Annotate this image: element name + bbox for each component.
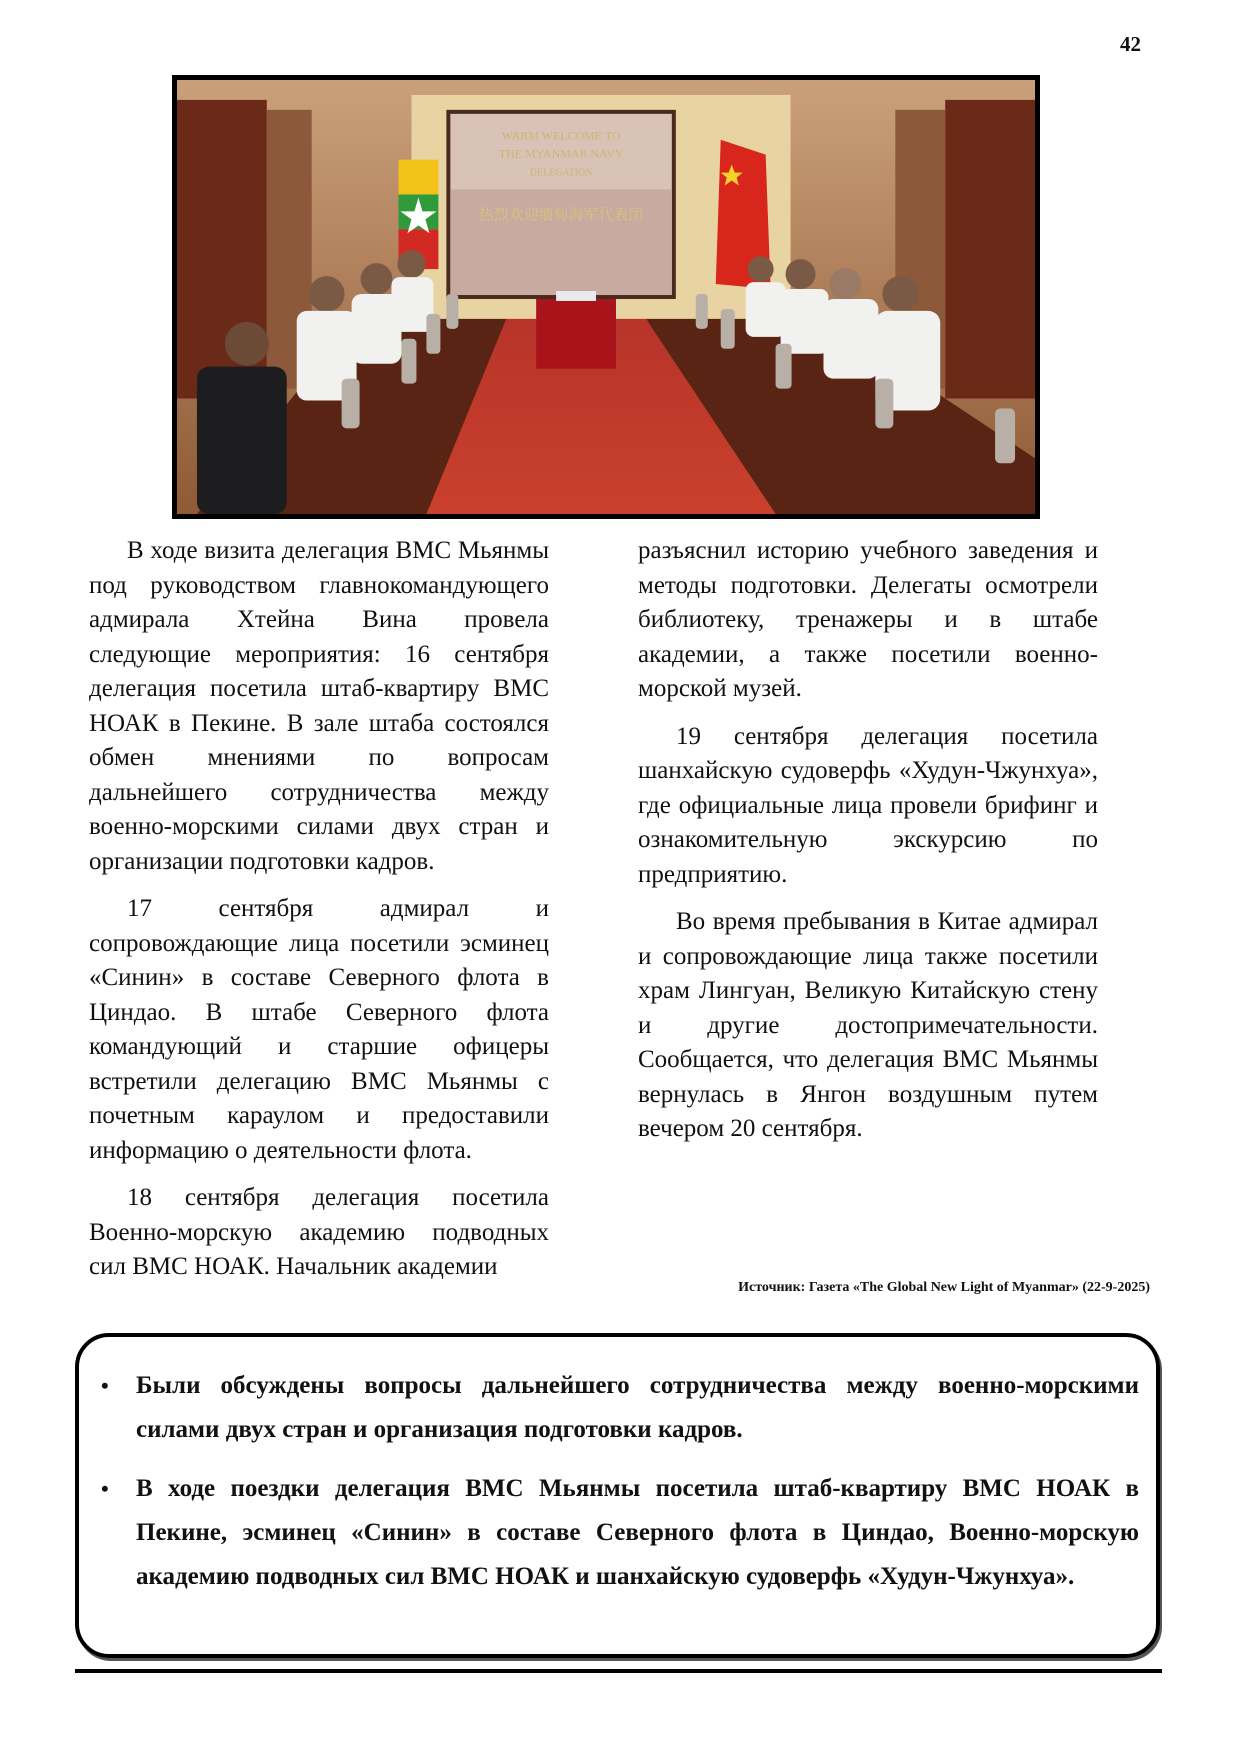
bottom-divider bbox=[75, 1669, 1162, 1673]
bullet-icon: • bbox=[101, 1373, 109, 1398]
article-paragraph: В ходе визита делегация ВМС Мьянмы под руководством главнокомандующего адмирала Хтейна Вина провела следующие мероприятия: 16 сентября делегация посетила штаб-квартиру ВМС НОАК в Пекине. В зале штаба состоялся обмен мнениями по вопросам дальнейшего сотрудничества между военно-морскими силами двух стран и организации подготовки кадров. bbox=[89, 537, 549, 875]
article-paragraph: разъяснил историю учебного заведения и методы подготовки. Делегаты осмотрели библиотеку, тренажеры и в штабе академии, а также посетили военно-морской музей. bbox=[638, 537, 1098, 702]
summary-item-text: В ходе поездки делегация ВМС Мьянмы посетила штаб-квартиру ВМС НОАК в Пекине, эсминец «Синин» в составе Северного флота в Циндао, Военно-морскую академию подводных сил ВМС НОАК и шанхайскую судоверфь «Худун-Чжунхуа». bbox=[136, 1475, 1139, 1590]
article-paragraph: 17 сентября адмирал и сопровождающие лица посетили эсминец «Синин» в составе Северного флота в Циндао. В штабе Северного флота командующий и старшие офицеры встретили делегацию ВМС Мьянмы с почетным караулом и предоставили информацию о деятельности флота. bbox=[89, 895, 549, 1164]
screen-text-chinese: 热烈欢迎缅甸海军代表团 bbox=[478, 205, 644, 224]
summary-item-text: Были обсуждены вопросы дальнейшего сотрудничества между военно-морскими силами двух стран и организация подготовки кадров. bbox=[136, 1372, 1139, 1443]
article-left-column bbox=[89, 534, 549, 1298]
meeting-photo bbox=[172, 75, 1040, 519]
meeting-photo-illustration bbox=[177, 80, 1035, 514]
summary-item bbox=[99, 1467, 1139, 1599]
screen-text-1: WARM WELCOME TO bbox=[501, 128, 621, 143]
screen-text-3: DELEGATION bbox=[529, 167, 593, 179]
article-paragraph: Во время пребывания в Китае адмирал и сопровождающие лица также посетили храм Лингуан, Великую Китайскую стену и другие достопримечательности. Сообщается, что делегация ВМС Мьянмы вернулась в Янгон воздушным путем вечером 20 сентября. bbox=[638, 908, 1098, 1142]
bullet-icon: • bbox=[101, 1476, 109, 1501]
source-citation: Источник: Газета «The Global New Light of Myanmar» (22-9-2025) bbox=[738, 1280, 1150, 1295]
right-wood-panel bbox=[945, 100, 1035, 399]
red-draped-table bbox=[536, 299, 616, 369]
summary-list bbox=[99, 1364, 1139, 1614]
screen-text-2: THE MYANMAR NAVY bbox=[498, 146, 624, 161]
summary-item bbox=[99, 1364, 1139, 1452]
article-right-column bbox=[638, 534, 1098, 1160]
article-paragraph: 18 сентября делегация посетила Военно-морскую академию подводных сил ВМС НОАК. Начальник академии bbox=[89, 1184, 549, 1280]
article-paragraph: 19 сентября делегация посетила шанхайскую судоверфь «Худун-Чжунхуа», где официальные лица провели брифинг и ознакомительную экскурсию по предприятию. bbox=[638, 722, 1098, 888]
page-number: 42 bbox=[1120, 32, 1141, 56]
summary-box bbox=[75, 1333, 1160, 1658]
